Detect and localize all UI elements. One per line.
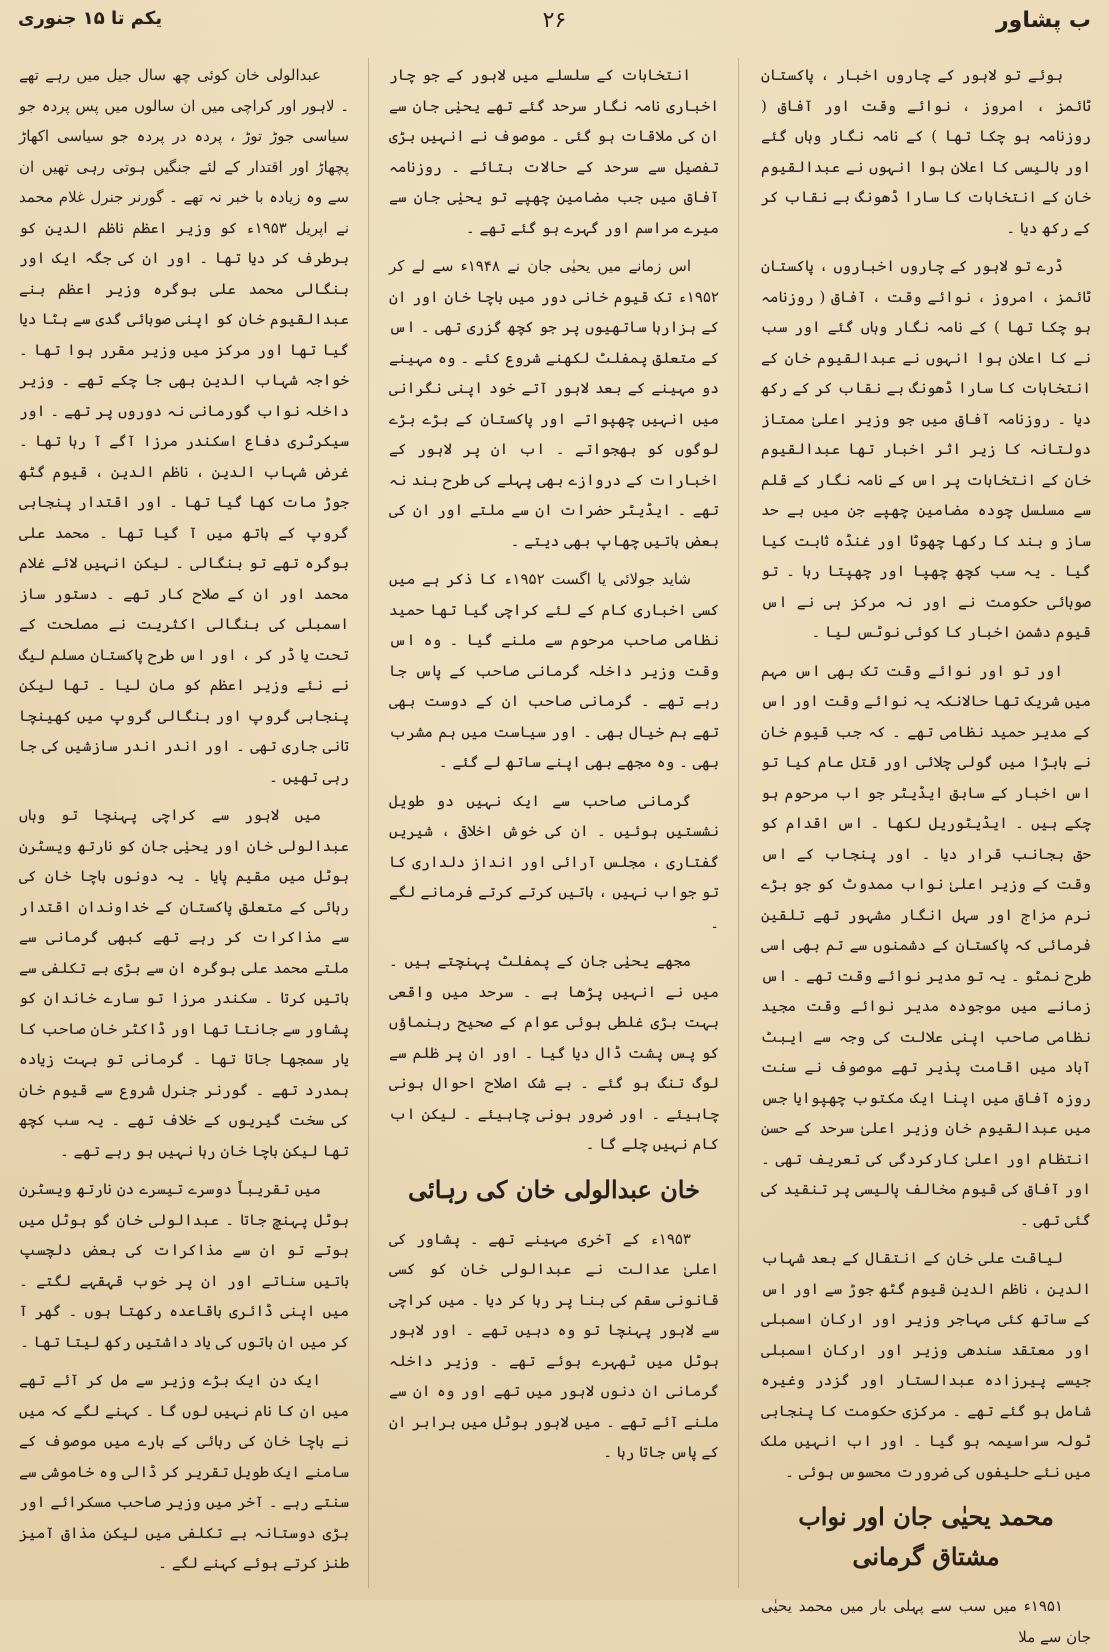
page-header [18,8,1091,42]
paragraph: عبدالولی خان کوئی چھ سال جیل میں رہے تھے ۔ لاہور اور کراچی میں ان سالوں میں پس پردہ جو سیاسی جوڑ توڑ ، پردہ در پردہ جو سیاسی اکھاڑ پچھاڑ اور اقتدار کے لئے جنگیں ہوتی رہی تھیں ان سے وہ زیادہ با خبر نہ تھے ۔ گورنر جنرل غلام محمد نے اپریل ۱۹۵۳ء کو وزیر اعظم ناظم الدین کو برطرف کر دیا تھا ۔ اور ان کی جگہ ایک اور بنگالی محمد علی بوگرہ وزیر اعظم بنے عبدالقیوم خان کو اپنی صوبائی گدی سے ہٹا دیا گیا تھا اور مرکز میں وزیر مقرر ہوا تھا ۔ خواجہ شہاب الدین بھی جا چکے تھے ۔ وزیر داخلہ نواب گورمانی نہ دوروں پر تھے ۔ اور سیکرٹری دفاع اسکندر مرزا آگے آ رہا تھا ۔ غرض شہاب الدین ، ناظم الدین ، قیوم گٹھ جوڑ مات کھا گیا تھا ۔ اور اقتدار پنجابی گروپ کے ہاتھ میں آ گیا تھا ۔ محمد علی بوگرہ تھے تو بنگالی ۔ لیکن انہیں لائے غلام محمد اور ان کے صلاح کار تھے ۔ دستور ساز اسمبلی کی بنگالی اکثریت نے مصلحت کے تحت یا ڈر کر ، اور اس طرح پاکستان مسلم لیگ نے نئے وزیر اعظم کو مان لیا ۔ تھا لیکن پنجابی گروپ اور بنگالی گروپ میں کھینچا تانی جاری تھی ۔ اور اندر اندر سازشیں کی جا رہی تھیں ۔ [19,66,349,786]
paragraph: ہوئے تو لاہور کے چاروں اخبار ، پاکستان ٹائمز ، امروز ، نوائے وقت اور آفاق ( روزنامہ ہو چکا تھا ) کے نامہ نگار وہاں گئے اور بالیسی کا اعلان ہوا انہوں نے عبدالقیوم خان کے انتخابات کا سارا ڈھونگ بے نقاب کر کے رکھ دیا ۔ [761,66,1091,237]
section-heading: محمد یحیٰی جان اور نواب مشتاق گرمانی [798,1502,1054,1571]
paragraph: ایک دن ایک بڑے وزیر سے مل کر آئے تھے میں ان کا نام نہیں لوں گا ۔ کہنے لگے کہ میں نے باچا خان کی رہائی کے بارے میں موصوف کے سامنے ایک طویل تقریر کر ڈالی وہ خاموشی سے سنتے رہے ۔ آخر میں وزیر صاحب مسکرائے اور بڑی دوستانہ بے تکلفی میں لیکن مذاق آمیز طنز کرتے ہوئے کہنے لگے ۔ [19,1371,349,1572]
paragraph: ڈرے تو لاہور کے چاروں اخباروں ، پاکستان ٹائمز ، امروز ، نوائے وقت ، آفاق ( روزنامہ ہو چکا تھا ) کے نامہ نگار وہاں گئے اور سب نے کا اعلان ہوا انہوں نے عبدالقیوم خان کے انتخابات کا سارا ڈھونگ بے نقاب کر کے رکھ دیا ۔ روزنامہ آفاق میں جو وزیر اعلیٰ ممتاز دولتانہ کا زیر اثر اخبار تھا عبدالقیوم خان کے انتخابات پر اس کے نامہ نگار کے قلم سے مسلسل چودہ مضامین چھپے جن میں بے حد ساز و بند کا رکھا چھوٹا اور غنڈہ ثابت کیا گیا ۔ یہ سب کچھ چھپا اور چھپتا رہا ۔ تو صوبائی حکومت نے اور نہ مرکز ہی نے اس قیوم دشمن اخبار کا کوئی نوٹس لیا ۔ [761,257,1091,641]
left-column [19,60,349,1590]
paragraph: میں لاہور سے کراچی پہنچا تو وہاں عبدالولی خان اور یحیٰی جان کو نارتھ ویسٹرن ہوٹل میں مقیم پایا ۔ یہ دونوں باچا خان کی رہائی کے متعلق پاکستان کے خداوندان اقتدار سے مذاکرات کر رہے تھے کبھی گرمانی سے ملتے محمد علی بوگرہ ان سے بڑی بے تکلفی سے باتیں کرتا ۔ سکندر مرزا تو سارے خاندان کو پشاور سے جانتا تھا اور ڈاکٹر خان صاحب کا یار سمجھا جاتا تھا ۔ گرمانی تو بہت زیادہ ہمدرد تھے ۔ گورنر جنرل شروع سے قیوم خان کی سخت گیریوں کے خلاف تھے ۔ یہ سب کچھ تھا لیکن باچا خان رہا نہیں ہو رہے تھے ۔ [19,806,349,1160]
paragraph: مجھے یحیٰی جان کے پمفلٹ پہنچتے ہیں ۔ میں نے انہیں پڑھا ہے ۔ سرحد میں واقعی بہت بڑی غلطی ہوئی عوام کے صحیح رہنماؤں کو پس پشت ڈال دیا گیا ۔ اور ان پر ظلم سے لوگ تنگ ہو گئے ۔ بے شک اصلاح احوال ہونی چاہیئے ۔ اور ضرور ہونی چاہیئے ۔ لیکن اب کام نہیں چلے گا ۔ [389,952,719,1153]
paragraph: ۱۹۵۳ء کے آخری مہینے تھے ۔ پشاور کی اعلیٰ عدالت نے عبدالولی خان کو کسی قانونی سقم کی بنا پر رہا کر دیا ۔ میں کراچی سے لاہور پہنچا تو وہ دہیں تھے ۔ اور لاہور ہوٹل میں ٹھہرے ہوئے تھے ۔ وزیر داخلہ گرمانی ان دنوں لاہور میں تھے اور وہ ان سے ملنے آئے تھے ۔ میں لاہور ہوٹل میں برابر ان کے پاس جاتا رہا ۔ [389,1229,719,1461]
paragraph: اس زمانے میں یحیٰی جان نے ۱۹۴۸ء سے لے کر ۱۹۵۲ء تک قیوم خانی دور میں باچا خان اور ان کے ہزارہا ساتھیوں پر جو کچھ گزری تھی ۔ اس کے متعلق پمفلٹ لکھنے شروع کئے ۔ وہ مہینے دو مہینے کے بعد لاہور آتے خود اپنی نگرانی میں انہیں چھپواتے اور پاکستان کے بڑے بڑے لوگوں کو بھجواتے ۔ اب ان پر لاہور کے اخبارات کے دروازے بھی پہلے کی طرح بند نہ تھے ۔ ایڈیٹر حضرات ان سے ملتے اور ان کی بعض باتیں چھاپ بھی دیتے ۔ [389,257,719,550]
middle-column [389,60,719,1590]
paragraph: گرمانی صاحب سے ایک نہیں دو طویل نشستیں ہوئیں ۔ ان کی خوش اخلاقی ، شیریں گفتاری ، مجلس آرائی اور انداز دلداری کا تو جواب نہیں ، باتیں کرتے کرتے فرمانے لگے ۔ [389,791,719,932]
column-divider [368,58,369,1588]
paragraph: انتخابات کے سلسلے میں لاہور کے جو چار اخباری نامہ نگار سرحد گئے تھے یحیٰی جان سے ان کی ملاقات ہو گئی ۔ موصوف نے انہیں بڑی تفصیل سے سرحد کے حالات بتائے ۔ روزنامہ آفاق میں جب مضامین چھپے تو یحیٰی جان سے میرے مراسم اور گہرے ہو گئے تھے ۔ [389,66,719,237]
section-heading: خان عبدالولی خان کی رہائی [408,1174,700,1204]
page-number: ۲۶ [542,8,567,33]
paragraph: شاید جولائی یا اگست ۱۹۵۲ء کا ذکر ہے میں کسی اخباری کام کے لئے کراچی گیا تھا حمید نظامی صاحب مرحوم سے ملنے گیا ۔ وہ اس وقت وزیر داخلہ گرمانی صاحب کے پاس جا رہے تھے ۔ گرمانی صاحب ان کے دوست بھی تھے ہم خیال بھی ۔ اور سیاست میں ہم مشرب بھی ۔ وہ مجھے بھی اپنے ساتھ لے گئے ۔ [389,570,719,771]
paragraph: اور تو اور نوائے وقت تک بھی اس مہم میں شریک تھا حالانکہ یہ نوائے وقت اور اس کے مدیر حمید نظامی تھے ۔ کہ جب قیوم خان نے بابڑا میں گولی چلائی اور قتل عام کیا تو اس اخبار کے سابق ایڈیٹر جو اب مرحوم ہو چکے ہیں ۔ ایڈیٹوریل لکھا ۔ اس اقدام کو حق بجانب قرار دیا ۔ اور پنجاب کے اس وقت کے وزیر اعلیٰ نواب ممدوٹ کو جو بڑے نرم مزاج اور سہل انگار مشہور تھے تلقین فرمائی کہ پاکستان کے دشمنوں سے تم بھی اسی طرح نمٹو ۔ یہ تو مدیر نوائے وقت تھے ۔ اس زمانے میں موجودہ مدیر نوائے وقت مجید نظامی صاحب اپنی علالت کی وجہ سے ایبٹ آباد میں اقامت پذیر تھے موصوف نے سنت روزہ آفاق میں اپنا ایک مکتوب چھپوایا جس میں عبدالقیوم خان وزیر اعلیٰ سرحد کے حسن انتظام اور اعلیٰ کارکردگی کی تعریف تھی ۔ اور آفاق کی قیوم مخالف پالیسی پر تنقید کی گئی تھی ۔ [761,661,1091,1229]
paragraph: ۱۹۵۱ء میں سب سے پہلی بار میں محمد یحیٰی جان سے ملا [761,1597,1091,1646]
issue-date: یکم تا ۱۵ جنوری [18,8,163,29]
paragraph: لیاقت علی خان کے انتقال کے بعد شہاب الدین ، ناظم الدین قیوم گٹھ جوڑ سے اور اس کے ساتھ کئی مہاجر وزیر اور ارکان اسمبلی اور معتقد سندھی وزیر اور ارکان اسمبلی جیسے پیرزادہ عبدالستار اور گزدر وغیرہ شامل ہو گئے تھے ۔ مرکزی حکومت کا پنجابی ٹولہ سراسیمہ ہو گیا ۔ اور اب انہیں ملک میں نئے حلیفوں کی ضرورت محسوس ہوئی ۔ [761,1249,1091,1481]
column-divider [738,58,739,1588]
publication-name: ب پشاور [995,8,1091,33]
paragraph: میں تقریباً دوسرے تیسرے دن نارتھ ویسٹرن ہوٹل پہنچ جاتا ۔ عبدالولی خان گو ہوٹل میں ہوتے تو ان سے مذاکرات کی بعض دلچسپ باتیں سناتے اور ان پر خوب قہقہے لگتے ۔ میں اپنی ڈائری باقاعدہ رکھتا ہوں ۔ گھر آ کر میں ان باتوں کی یاد داشتیں رکھ لیتا تھا ۔ [19,1180,349,1351]
right-column [761,60,1091,1646]
